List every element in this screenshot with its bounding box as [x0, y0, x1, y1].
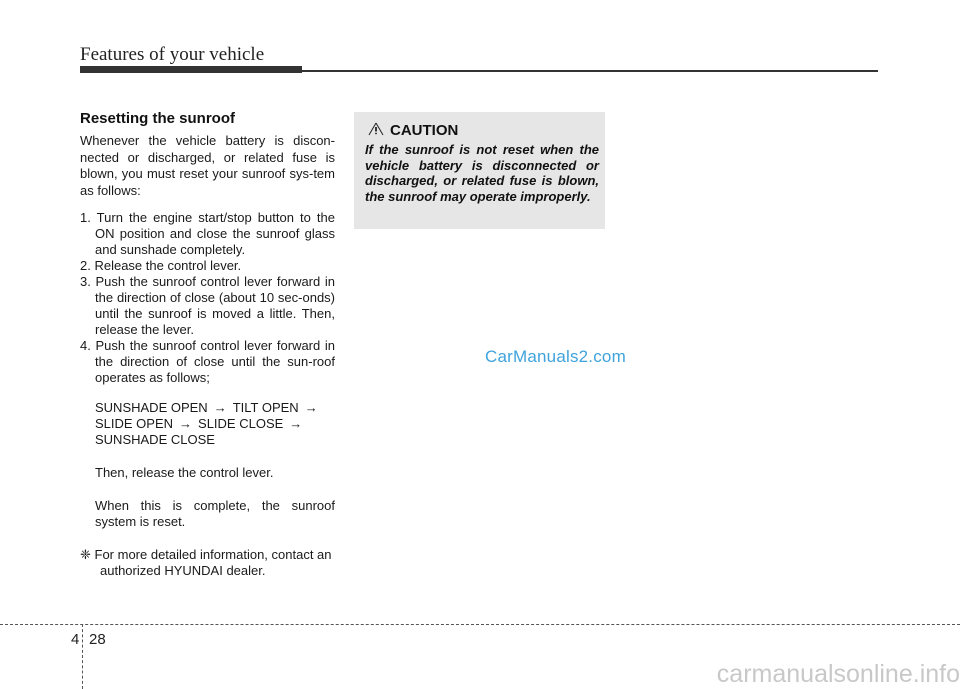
- section-heading: Resetting the sunroof: [80, 110, 236, 127]
- step-4: 4. Push the sunroof control lever forward in the direction of close until the sun-roof operates as follows;: [80, 338, 335, 385]
- intro-paragraph: Whenever the vehicle battery is discon-nected or discharged, or related fuse is blown, you must reset your sunroof sys-tem as follows:: [80, 133, 335, 198]
- footer-vertical-divider: [82, 624, 83, 689]
- release-instruction: Then, release the control lever.: [95, 465, 274, 480]
- caution-heading: [368, 122, 458, 139]
- sequence-item: SLIDE OPEN: [95, 416, 174, 431]
- footer-divider: [0, 624, 960, 625]
- step-3: 3. Push the sunroof control lever forward in the direction of close (about 10 sec-onds) until the sunroof is moved a little. Then, release the lever.: [80, 274, 335, 337]
- arrow-icon: →: [213, 400, 227, 415]
- operation-sequence: [80, 400, 335, 448]
- warning-triangle-icon: [368, 122, 384, 136]
- step-1: 1. Turn the engine start/stop button to the ON position and close the sunroof glass and sunshade completely.: [80, 210, 335, 257]
- caution-text: If the sunroof is not reset when the vehicle battery is disconnected or discharged, or related fuse is blown, the sunroof may operate improperly.: [365, 142, 599, 204]
- header-rule-thin: [300, 70, 878, 72]
- caution-box: [354, 112, 605, 229]
- sequence-item: SUNSHADE OPEN: [95, 400, 208, 415]
- caution-title: CAUTION: [390, 122, 459, 139]
- page-header-title: Features of your vehicle: [80, 44, 265, 65]
- page-number: 28: [89, 631, 106, 648]
- site-watermark: carmanualsonline.info: [716, 660, 960, 688]
- header-rule-thick: [80, 66, 302, 73]
- watermark-logo: CarManuals2.com: [485, 347, 626, 366]
- arrow-icon: →: [289, 416, 303, 431]
- main-text-column: [80, 110, 335, 592]
- sequence-item: TILT OPEN: [232, 400, 299, 415]
- dealer-note: ❈ For more detailed information, contact an authorized HYUNDAI dealer.: [80, 547, 332, 578]
- arrow-icon: →: [304, 400, 318, 415]
- completion-text: When this is complete, the sunroof system is reset.: [95, 498, 335, 529]
- chapter-number: 4: [71, 631, 80, 648]
- sequence-item: SLIDE CLOSE: [198, 416, 284, 431]
- step-2: 2. Release the control lever.: [80, 258, 242, 273]
- sequence-item: SUNSHADE CLOSE: [95, 432, 215, 447]
- arrow-icon: →: [179, 416, 193, 431]
